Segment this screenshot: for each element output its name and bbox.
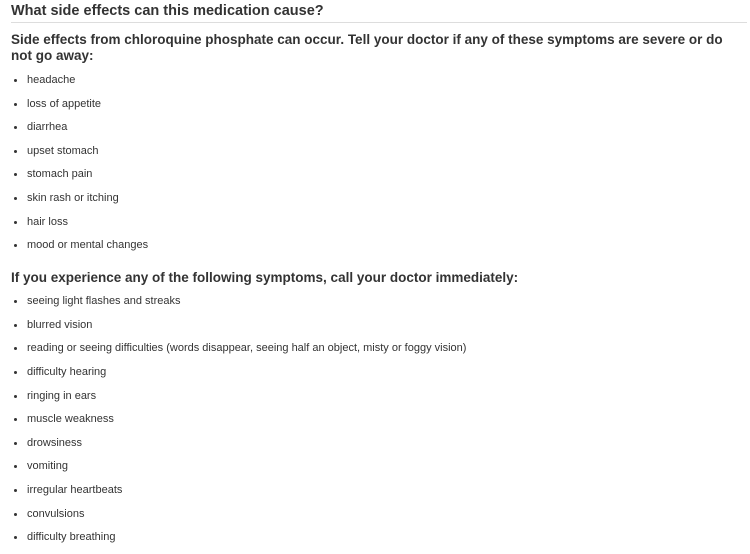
symptom-label: blurred vision (27, 318, 93, 331)
list-item (11, 459, 747, 473)
list-item (11, 73, 747, 87)
bullet-icon (14, 126, 17, 129)
list-item (11, 483, 747, 497)
symptom-label: difficulty hearing (27, 365, 107, 378)
list-item (11, 144, 747, 158)
title-divider (11, 22, 747, 23)
list-item (11, 120, 747, 134)
list-item (11, 341, 747, 355)
symptom-label: diarrhea (27, 121, 68, 134)
list-item (11, 294, 747, 308)
symptom-label: ringing in ears (27, 389, 97, 402)
bullet-icon (14, 418, 17, 421)
bullet-icon (14, 324, 17, 327)
list-item (11, 412, 747, 426)
bullet-icon (14, 489, 17, 492)
symptom-label: headache (27, 74, 76, 86)
bullet-icon (14, 536, 17, 539)
list-item (11, 436, 747, 450)
list-item (11, 507, 747, 521)
list-item (11, 97, 747, 111)
bullet-icon (14, 465, 17, 468)
side-effects-section (11, 0, 747, 554)
bullet-icon (14, 513, 17, 516)
serious-side-effects-heading: If you experience any of the following symptoms, call your doctor immediately: (11, 270, 519, 286)
symptom-label: convulsions (27, 507, 85, 520)
symptom-label: difficulty breathing (27, 531, 116, 544)
list-item (11, 318, 747, 332)
symptom-label: loss of appetite (27, 97, 101, 110)
serious-side-effects-list (11, 294, 747, 544)
bullet-icon (14, 221, 17, 224)
symptom-label: drowsiness (27, 436, 83, 449)
bullet-icon (14, 150, 17, 153)
symptom-label: mood or mental changes (27, 239, 149, 252)
bullet-icon (14, 103, 17, 106)
section-title: What side effects can this medication cause? (11, 3, 324, 19)
list-item (11, 238, 747, 252)
bullet-icon (14, 173, 17, 176)
bullet-icon (14, 347, 17, 350)
bullet-icon (14, 442, 17, 445)
common-side-effects-list (11, 73, 747, 252)
symptom-label: vomiting (27, 460, 68, 473)
bullet-icon (14, 395, 17, 398)
list-item (11, 191, 747, 205)
list-item (11, 167, 747, 181)
common-side-effects-heading: Side effects from chloroquine phosphate can occur. Tell your doctor if any of these symptoms are severe or do not go away: (11, 32, 723, 63)
symptom-label: irregular heartbeats (27, 483, 123, 496)
symptom-label: stomach pain (27, 168, 93, 181)
symptom-label: skin rash or itching (27, 191, 119, 204)
bullet-icon (14, 244, 17, 247)
symptom-label: hair loss (27, 215, 68, 228)
bullet-icon (14, 197, 17, 200)
list-item (11, 389, 747, 403)
symptom-label: upset stomach (27, 144, 99, 157)
bullet-icon (14, 371, 17, 374)
bullet-icon (14, 79, 17, 82)
list-item (11, 365, 747, 379)
symptom-label: reading or seeing difficulties (words disappear, seeing half an object, misty or foggy vision) (27, 342, 467, 355)
list-item (11, 215, 747, 229)
bullet-icon (14, 300, 17, 303)
symptom-label: muscle weakness (27, 413, 114, 426)
symptom-label: seeing light flashes and streaks (27, 295, 181, 308)
